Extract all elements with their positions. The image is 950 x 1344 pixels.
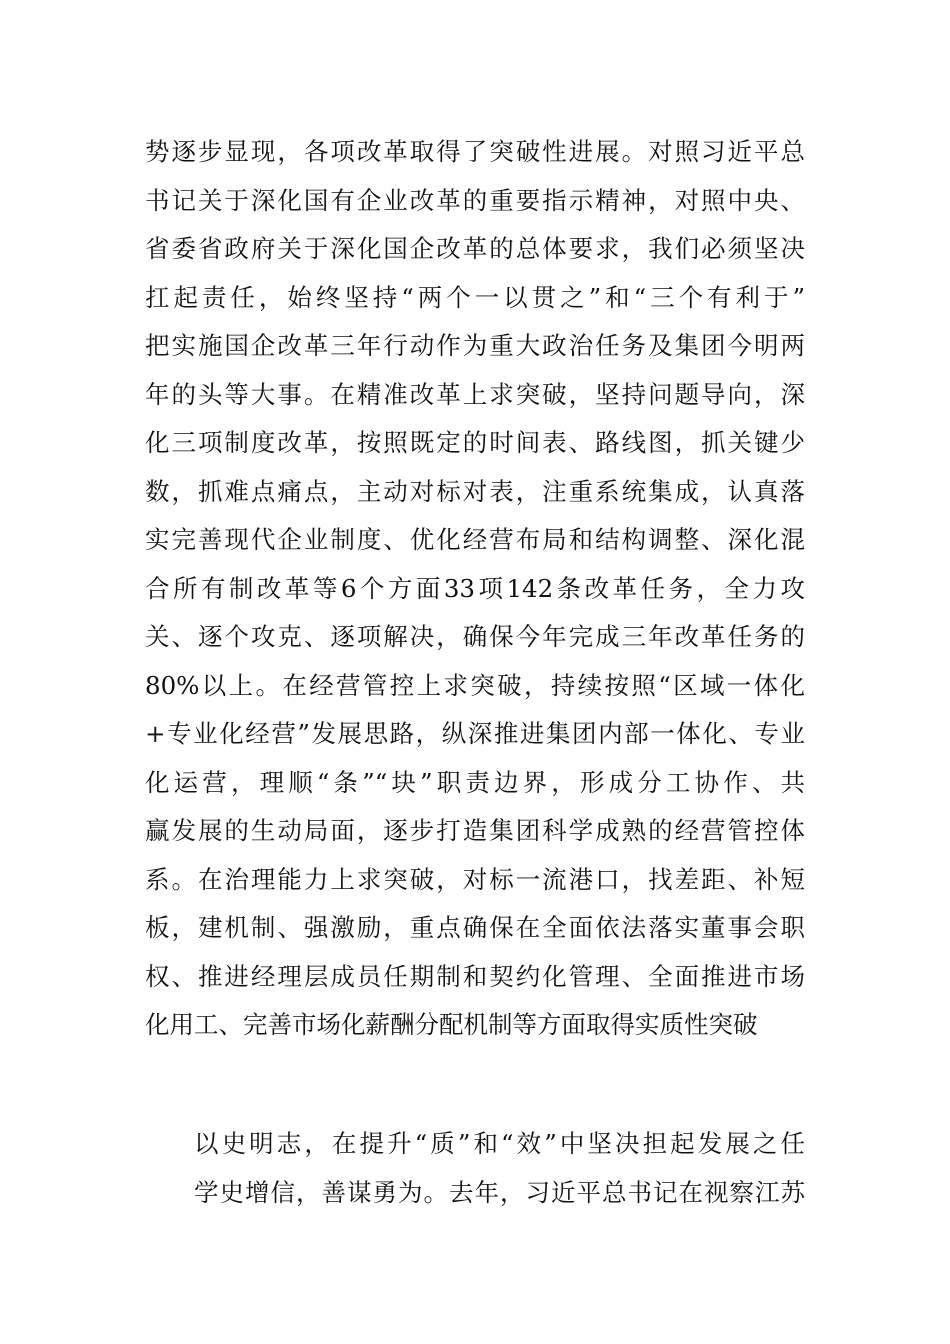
text-line: 化用工、完善市场化薪酬分配机制等方面取得实质性突破 (145, 1010, 758, 1039)
text-line: 系。在治理能力上求突破，对标一流港口，找差距、补短 (145, 864, 805, 894)
text-line: 板，建机制、强激励，重点确保在全面依法落实董事会职 (145, 913, 805, 942)
section-block (145, 1120, 805, 1217)
text-line: 年的头等大事。在精准改革上求突破，坚持问题导向，深 (145, 379, 805, 409)
body-paragraph (145, 128, 805, 1050)
text-line: +专业化经营”发展思路，纵深推进集团内部一体化、专业 (145, 719, 805, 748)
text-line: 实完善现代企业制度、优化经营布局和结构调整、深化混 (145, 525, 805, 554)
text-line: 书记关于深化国有企业改革的重要指示精神，对照中央、 (145, 185, 805, 215)
text-line: 合所有制改革等6个方面33项142条改革任务，全力攻 (145, 573, 805, 603)
text-line: 扛起责任，始终坚持“两个一以贯之”和“三个有利于” (145, 282, 805, 312)
section-heading: 以史明志，在提升“质”和“效”中坚决担起发展之任 (194, 1129, 805, 1158)
text-line: 80%以上。在经营管控上求突破，持续按照“区域一体化 (145, 670, 805, 700)
text-line: 化运营，理顺“条”“块”职责边界，形成分工协作、共 (145, 767, 805, 797)
text-line: 学史增信，善谋勇为。去年，习近平总书记在视察江苏 (194, 1177, 805, 1207)
text-line: 数，抓难点痛点，主动对标对表，注重系统集成，认真落 (145, 476, 805, 506)
text-line: 关、逐个攻克、逐项解决，确保今年完成三年改革任务的 (145, 622, 805, 651)
text-line: 势逐步显现，各项改革取得了突破性进展。对照习近平总 (145, 137, 805, 166)
text-line: 赢发展的生动局面，逐步打造集团科学成熟的经营管控体 (145, 816, 805, 845)
text-line: 省委省政府关于深化国企改革的总体要求，我们必须坚决 (145, 234, 805, 263)
text-line: 权、推进经理层成员任期制和契约化管理、全面推进市场 (145, 961, 805, 991)
text-line: 化三项制度改革，按照既定的时间表、路线图，抓关键少 (145, 428, 805, 457)
text-line: 把实施国企改革三年行动作为重大政治任务及集团今明两 (145, 331, 805, 360)
